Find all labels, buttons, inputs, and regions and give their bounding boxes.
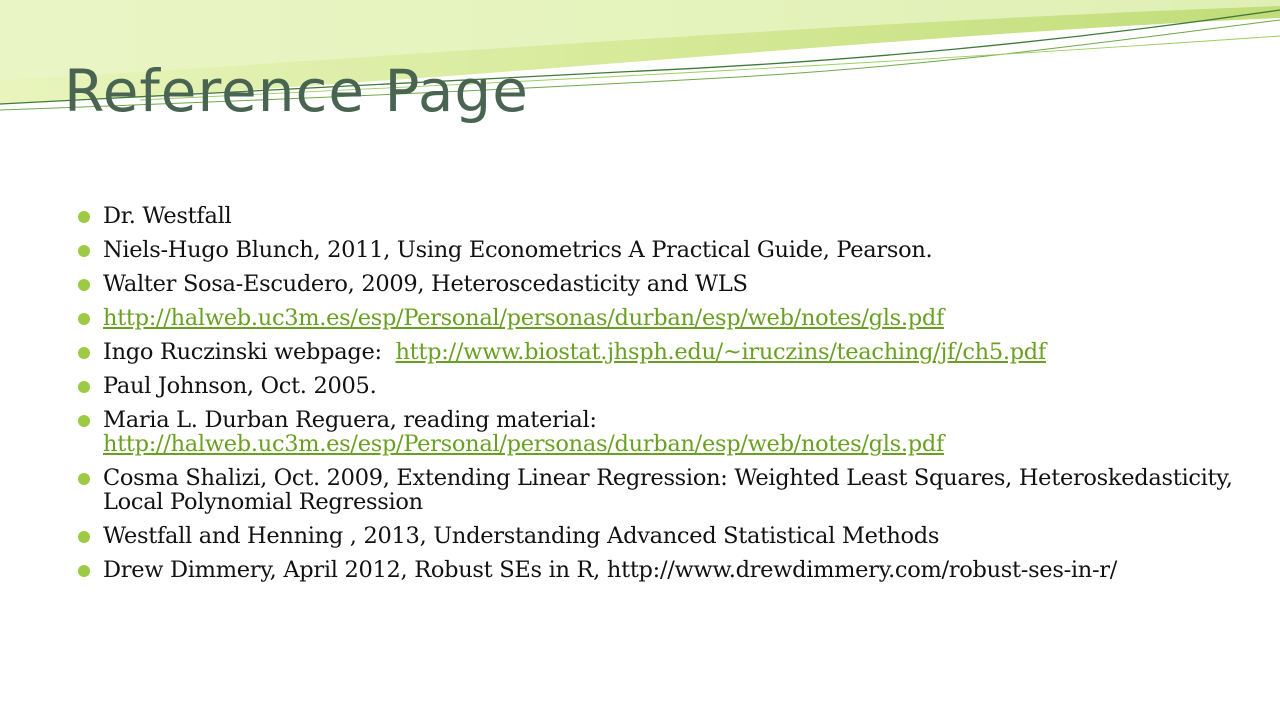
reference-text: Walter Sosa-Escudero, 2009, Heteroscedasticity and WLS <box>103 271 748 297</box>
reference-link[interactable]: http://halweb.uc3m.es/esp/Personal/personas/durban/esp/web/notes/gls.pdf <box>103 431 945 457</box>
reference-item <box>78 374 1268 398</box>
reference-link[interactable]: http://www.biostat.jhsph.edu/~iruczins/teaching/jf/ch5.pdf <box>395 339 1046 365</box>
bullet-dot-icon <box>78 211 90 223</box>
reference-text: Paul Johnson, Oct. 2005. <box>103 373 377 399</box>
reference-text: Drew Dimmery, April 2012, Robust SEs in R, http://www.drewdimmery.com/robust-ses-in-r/ <box>103 557 1118 583</box>
reference-text: Niels-Hugo Blunch, 2011, Using Econometrics A Practical Guide, Pearson. <box>103 237 933 263</box>
reference-item <box>78 408 1268 456</box>
reference-text: Westfall and Henning , 2013, Understanding Advanced Statistical Methods <box>103 523 940 549</box>
bullet-dot-icon <box>78 313 90 325</box>
reference-text: Dr. Westfall <box>103 203 232 229</box>
reference-text: Ingo Ruczinski webpage: <box>103 339 396 365</box>
reference-text: Maria L. Durban Reguera, reading material: <box>103 407 597 433</box>
page-title: Reference Page <box>64 57 529 125</box>
reference-item <box>78 204 1268 228</box>
reference-text: Cosma Shalizi, Oct. 2009, Extending Linear Regression: Weighted Least Squares, Heteroskedasticity, Local Polynomial Regression <box>103 465 1233 515</box>
reference-item <box>78 524 1268 548</box>
reference-link[interactable]: http://halweb.uc3m.es/esp/Personal/personas/durban/esp/web/notes/gls.pdf <box>103 305 945 331</box>
bullet-dot-icon <box>78 531 90 543</box>
reference-item <box>78 238 1268 262</box>
reference-list <box>78 204 1268 592</box>
reference-item <box>78 306 1268 330</box>
bullet-dot-icon <box>78 565 90 577</box>
bullet-dot-icon <box>78 279 90 291</box>
reference-item <box>78 558 1268 582</box>
reference-item <box>78 466 1268 514</box>
bullet-dot-icon <box>78 381 90 393</box>
bullet-dot-icon <box>78 415 90 427</box>
bullet-dot-icon <box>78 473 90 485</box>
bullet-dot-icon <box>78 245 90 257</box>
bullet-dot-icon <box>78 347 90 359</box>
reference-item <box>78 272 1268 296</box>
reference-item <box>78 340 1268 364</box>
